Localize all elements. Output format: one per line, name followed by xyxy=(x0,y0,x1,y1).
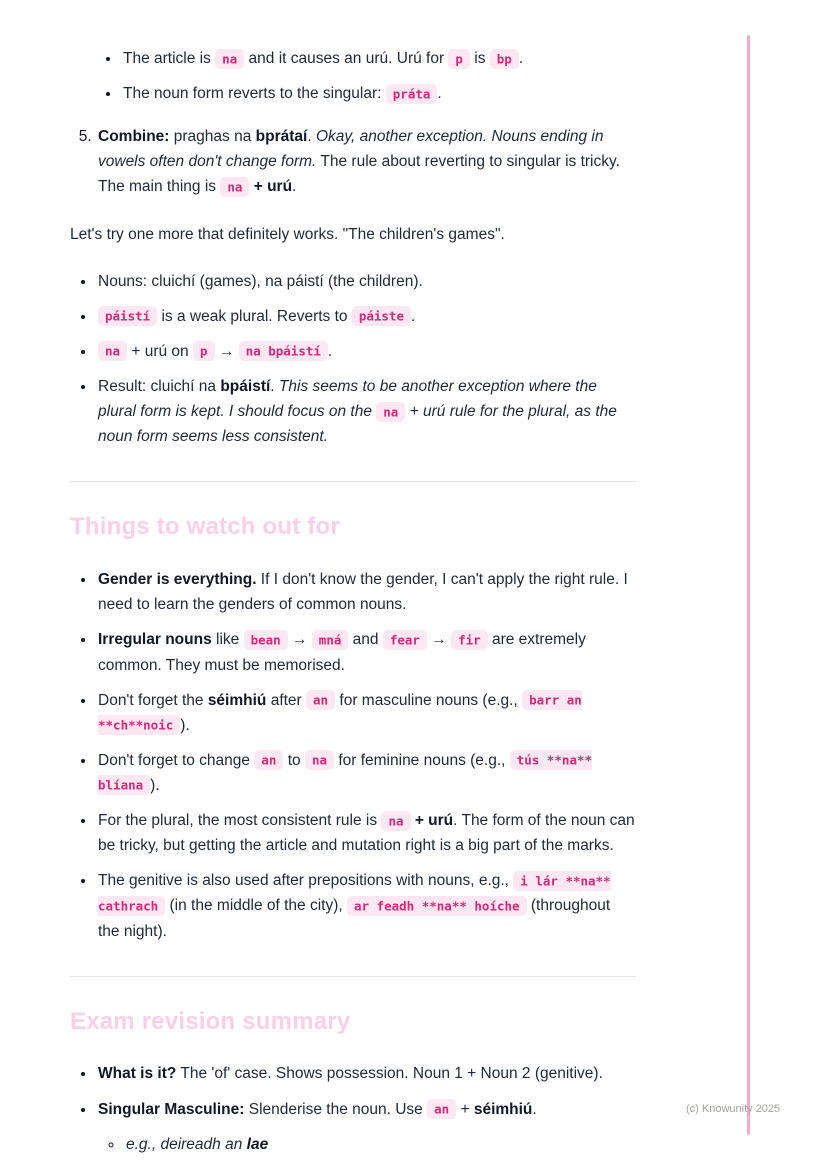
text-segment: Result: cluichí na xyxy=(98,377,221,395)
code-span: na xyxy=(98,341,127,361)
section-divider xyxy=(70,481,636,482)
code-span: bean xyxy=(244,630,288,650)
text-segment: + urú rule for the plural, as the noun form seems less consistent. xyxy=(98,403,617,446)
code-span: na xyxy=(376,402,405,422)
code-span: barr an **ch**noic xyxy=(98,690,582,735)
list-item xyxy=(96,304,636,329)
code-span: na xyxy=(381,811,410,831)
text-segment: séimhiú xyxy=(473,1100,533,1118)
text-segment: e.g., deireadh an xyxy=(126,1135,247,1153)
section-heading: Exam revision summary xyxy=(70,1007,351,1035)
text-segment: lae xyxy=(246,1135,269,1153)
list-item xyxy=(96,1097,636,1157)
text-segment: Combine: xyxy=(98,128,170,146)
text-segment: The genitive is also used after prepositions with nouns, e.g., xyxy=(98,872,514,890)
text-segment: . xyxy=(437,85,442,103)
text-segment: . xyxy=(292,178,297,196)
sub-list-item xyxy=(124,1132,636,1157)
text-segment: bpáistí xyxy=(220,377,271,395)
code-span: na bpáistí xyxy=(239,341,328,361)
text-segment: . xyxy=(327,342,333,360)
code-span: práta xyxy=(386,84,438,104)
bullet-list xyxy=(95,46,636,106)
list-item xyxy=(96,339,636,364)
text-segment: and xyxy=(348,631,383,649)
text-segment: is xyxy=(469,50,490,67)
document-content xyxy=(70,36,636,1175)
text-segment: The 'of' case. Shows possession. Noun 1 + Noun 2 (genitive). xyxy=(176,1065,603,1083)
code-span: ar feadh **na** hoíche xyxy=(347,896,527,916)
text-segment: For the plural, the most consistent rule is xyxy=(98,812,382,830)
code-span: na xyxy=(215,49,244,69)
list-item xyxy=(96,124,636,199)
code-span: p xyxy=(448,49,470,69)
text-segment: is a weak plural. Reverts to xyxy=(157,307,352,325)
text-segment: like xyxy=(211,631,244,649)
text-segment: The rule about reverting to singular is tricky. The main thing is xyxy=(98,153,620,196)
bullet-list xyxy=(70,269,636,450)
text-segment: This seems to be another exception where the plural form is kept. I should focus on the xyxy=(98,377,597,421)
code-span: na xyxy=(305,750,334,770)
text-segment: Irregular nouns xyxy=(98,631,212,649)
list-item xyxy=(96,748,636,798)
text-segment: . The form of the noun can be tricky, but getting the article and mutation right is a big part of the marks. xyxy=(98,812,635,855)
list-item xyxy=(121,46,636,71)
code-span: an xyxy=(306,690,335,710)
bullet-list xyxy=(70,1061,636,1156)
text-segment: + urú xyxy=(253,178,293,196)
paragraph xyxy=(70,222,636,247)
code-span: bp xyxy=(490,49,519,69)
text-segment: . xyxy=(307,128,316,146)
code-span: páiste xyxy=(352,306,411,326)
sub-bullet-list xyxy=(98,1132,636,1157)
section-heading: Things to watch out for xyxy=(70,513,340,541)
code-span: an xyxy=(427,1099,456,1119)
code-span: na xyxy=(220,177,249,197)
text-segment: → xyxy=(287,631,312,649)
list-item xyxy=(96,688,636,738)
code-span: fear xyxy=(383,630,427,650)
text-segment: → xyxy=(426,631,452,649)
list-item xyxy=(96,808,636,858)
code-span: mná xyxy=(312,630,349,650)
text-segment: + urú on xyxy=(127,342,193,360)
text-segment: and it causes an urú. Urú for xyxy=(244,50,449,67)
code-span: tús **na** blíana xyxy=(98,750,592,795)
text-segment: bprátaí xyxy=(255,128,308,146)
page-edge-line xyxy=(747,35,750,1135)
text-segment: (in the middle of the city), xyxy=(165,897,347,915)
text-segment: to xyxy=(283,751,305,769)
list-item xyxy=(96,627,636,677)
text-segment: Slenderise the noun. Use xyxy=(244,1100,428,1118)
text-segment: . xyxy=(270,377,279,395)
text-segment: Let's try one more that definitely works. "The children's games". xyxy=(70,225,505,243)
text-segment: (throughout the night). xyxy=(98,897,611,940)
text-segment: are extremely common. They must be memorised. xyxy=(98,631,586,674)
code-span: an xyxy=(254,750,283,770)
watermark: (c) Knowunity 2025 xyxy=(686,1103,781,1115)
text-segment: ). xyxy=(150,776,160,794)
code-span: páistí xyxy=(98,306,157,326)
bullet-list xyxy=(70,567,636,943)
text-segment: Gender is everything. xyxy=(98,571,257,589)
numbered-list xyxy=(70,124,636,199)
text-segment: for masculine nouns (e.g., xyxy=(335,691,523,709)
code-span: p xyxy=(193,341,215,361)
text-segment: What is it? xyxy=(98,1065,177,1083)
list-item xyxy=(96,374,636,449)
text-segment: The noun form reverts to the singular: xyxy=(123,85,386,103)
text-segment: . xyxy=(411,307,416,325)
text-segment: Don't forget the xyxy=(98,691,208,709)
section-divider xyxy=(70,976,636,977)
text-segment: Don't forget to change xyxy=(98,751,255,769)
list-item xyxy=(96,1061,636,1086)
list-item xyxy=(96,868,636,943)
text-segment: + xyxy=(456,1100,474,1118)
text-segment: → xyxy=(214,342,239,360)
text-segment: for feminine nouns (e.g., xyxy=(334,751,510,769)
text-segment: If I don't know the gender, I can't apply the right rule. I need to learn the genders of common nouns. xyxy=(98,571,628,614)
code-span: fir xyxy=(451,630,488,650)
text-segment: . xyxy=(532,1100,537,1118)
text-segment: Singular Masculine: xyxy=(98,1100,245,1118)
text-segment: Okay, another exception. Nouns ending in vowels often don't change form. xyxy=(98,128,604,171)
list-item xyxy=(96,567,636,617)
text-segment: The article is xyxy=(123,50,216,67)
text-segment: Nouns: cluichí (games), na páistí (the children). xyxy=(98,272,423,290)
code-span: i lár **na** cathrach xyxy=(98,871,611,916)
text-segment: + urú xyxy=(414,812,454,830)
text-segment: séimhiú xyxy=(207,691,267,709)
text-segment: after xyxy=(266,691,307,709)
text-segment: ). xyxy=(180,716,190,734)
list-item xyxy=(96,269,636,294)
text-segment: praghas na xyxy=(169,128,256,146)
list-item xyxy=(121,81,636,106)
text-segment: . xyxy=(518,50,524,67)
